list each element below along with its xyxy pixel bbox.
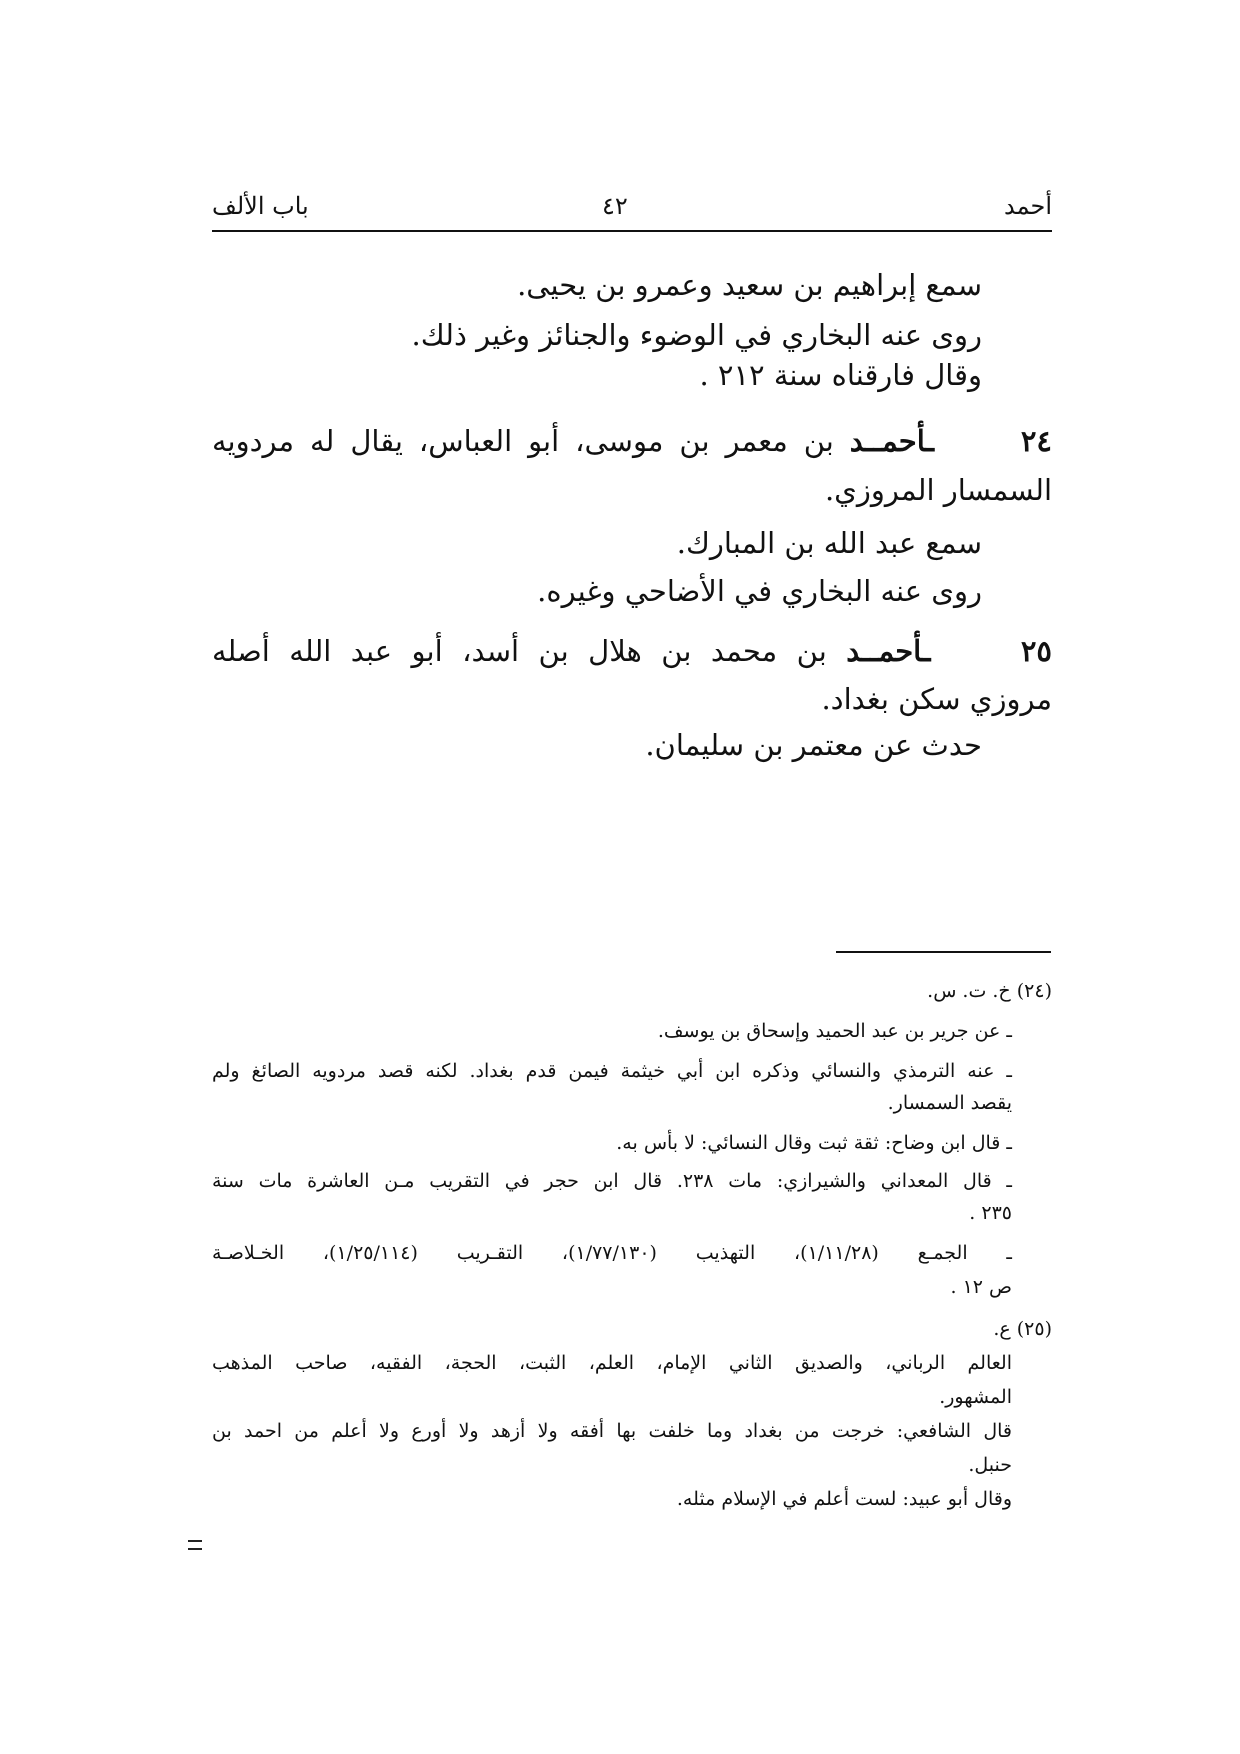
text-line: السمسار المروزي. xyxy=(824,473,1052,507)
text-line: حدث عن معتمر بن سليمان. xyxy=(645,728,982,762)
footnote-heading: (٢٥) ع. xyxy=(993,1318,1052,1340)
entry-name: أحمــد xyxy=(849,424,926,458)
text-line: روى عنه البخاري في الأضاحي وغيره. xyxy=(537,574,982,608)
running-header xyxy=(212,190,1052,232)
text-line: وقال فارقناه سنة ٢١٢ . xyxy=(699,358,982,392)
text-line: مروزي سكن بغداد. xyxy=(821,682,1052,716)
text-line: سمع إبراهيم بن سعيد وعمرو بن يحيى. xyxy=(517,268,982,302)
entry-name: أحمــد xyxy=(846,634,923,668)
footnote-line: العالم الرباني، والصديق الثاني الإمام، العلم، الثبت، الحجة، الفقيه، صاحب المذهب xyxy=(212,1352,1012,1374)
entry-25-first-line xyxy=(212,634,1052,668)
header-chapter-title: باب الألف xyxy=(212,192,309,220)
footnote-line: ـ عنه الترمذي والنسائي وذكره ابن أبي خيثمة فيمن قدم بغداد. لكنه قصد مردويه الصائغ ولم xyxy=(212,1060,1012,1082)
footnote-line: ـ عن جرير بن عبد الحميد وإسحاق بن يوسف. xyxy=(657,1020,1012,1042)
footnote-heading: (٢٤) خ. ت. س. xyxy=(927,980,1052,1002)
page-number: ٤٢ xyxy=(602,192,628,220)
footnote-line: ٢٣٥ . xyxy=(969,1202,1012,1224)
entry-text: بن محمد بن هلال بن أسد، أبو عبد الله أصله xyxy=(212,634,827,668)
footer-mark xyxy=(188,1540,202,1550)
footnote-line: ـ قال ابن وضاح: ثقة ثبت وقال النسائي: لا بأس به. xyxy=(616,1132,1012,1154)
footnote-line: قال الشافعي: خرجت من بغداد وما خلفت بها أفقه ولا أزهد ولا أورع ولا أعلم من احمد بن xyxy=(212,1420,1012,1442)
footnote-line: حنبل. xyxy=(968,1454,1012,1476)
footnote-line: المشهور. xyxy=(939,1386,1012,1408)
footnote-line: يقصد السمسار. xyxy=(887,1092,1012,1114)
text-line: سمع عبد الله بن المبارك. xyxy=(676,526,982,560)
footnote-separator xyxy=(836,951,1051,953)
entry-text: بن معمر بن موسى، أبو العباس، يقال له مردويه xyxy=(212,424,834,458)
footnote-line: وقال أبو عبيد: لست أعلم في الإسلام مثله. xyxy=(676,1488,1012,1510)
footnote-line: ص ١٢ . xyxy=(950,1276,1012,1298)
text-line: روى عنه البخاري في الوضوء والجنائز وغير ذلك. xyxy=(411,318,982,352)
entry-number: ٢٥ ـ xyxy=(922,634,1053,668)
footnote-line: ـ الجمـع (١/١١/٢٨)، التهذيب (١/٧٧/١٣٠)، التقـريب (١/٢٥/١١٤)، الخـلاصـة xyxy=(212,1242,1012,1264)
entry-number: ٢٤ ـ xyxy=(925,424,1053,458)
header-entry-name: أحمد xyxy=(1004,192,1052,220)
footnote-line: ـ قال المعداني والشيرازي: مات ٢٣٨. قال ابن حجر في التقريب مـن العاشرة مات سنة xyxy=(212,1170,1012,1192)
entry-24-first-line xyxy=(212,424,1052,458)
